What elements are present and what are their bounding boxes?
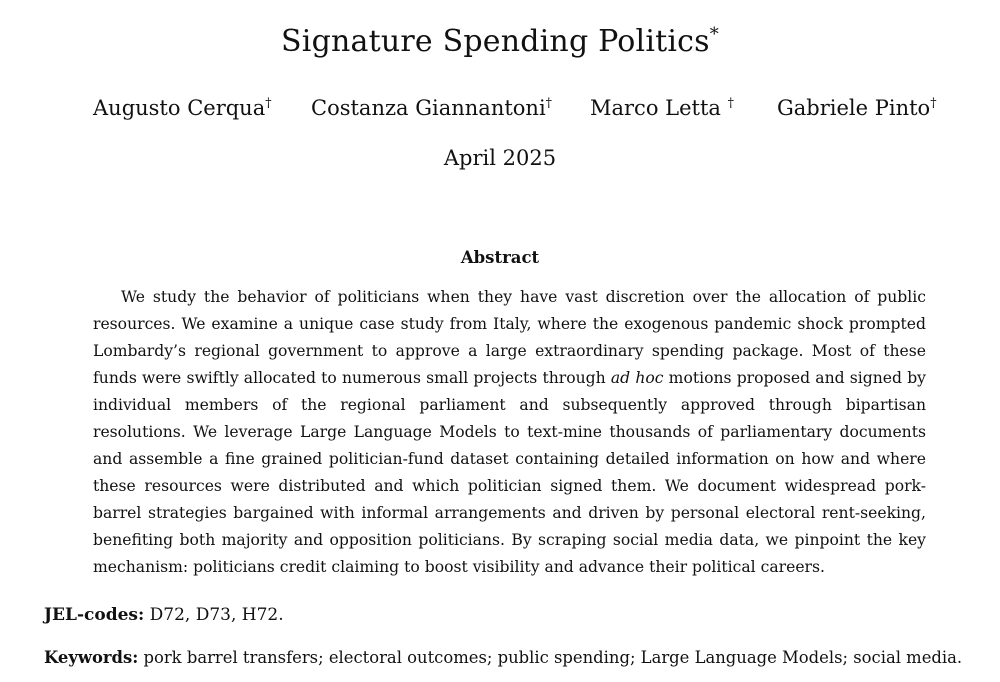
jel-label: JEL-codes:: [44, 605, 145, 625]
publication-date: April 2025: [443, 146, 557, 170]
paper-title-text: Signature Spending Politics: [281, 24, 710, 59]
keywords-value: pork barrel transfers; electoral outcomes; public spending; Large Language Models; social media.: [143, 648, 963, 667]
abstract-text-part-1: We study the behavior of politicians when they have vast discretion over the allocation of public resources. We examine a unique case study from Italy, where the exogenous pandemic shock prompted Lombardy’s regional government to approve a large extraordinary spending package. Most of these funds were swiftly allocated to numerous small projects through: [93, 288, 926, 387]
author-4-mark: †: [930, 95, 937, 110]
author-4-name: Gabriele Pinto: [777, 96, 931, 120]
author-3-name: Marco Letta: [590, 96, 721, 120]
author-2-name: Costanza Giannantoni: [311, 96, 546, 120]
abstract-italic-term: ad hoc: [610, 369, 664, 387]
author-1-name: Augusto Cerqua: [93, 96, 266, 120]
title-footnote-mark: *: [709, 24, 719, 45]
author-1: [93, 96, 272, 120]
author-4: [777, 96, 937, 120]
keywords: [44, 648, 962, 667]
abstract-heading: Abstract: [460, 248, 540, 267]
author-2-mark: †: [545, 95, 552, 110]
abstract-body: [93, 284, 926, 581]
abstract-text-part-2: motions proposed and signed by individual members of the regional parliament and subsequently approved through bipartisan resolutions. We leverage Large Language Models to text-mine thousands of parliamentary documents and assemble a fine grained politician-fund dataset containing detailed information on how and where these resources were distributed and which politician signed them. We document widespread pork-barrel strategies bargained with informal arrangements and driven by personal electoral rent-seeking, benefiting both majority and opposition politicians. By scraping social media data, we pinpoint the key mechanism: politicians credit claiming to boost visibility and advance their political careers.: [93, 369, 926, 576]
paper-title: [0, 24, 1000, 59]
author-3: [590, 96, 734, 120]
jel-codes: [44, 605, 284, 625]
keywords-label: Keywords:: [44, 648, 139, 667]
jel-value: D72, D73, H72.: [149, 605, 284, 625]
author-2: [311, 96, 552, 120]
author-3-mark: †: [727, 95, 734, 110]
author-1-mark: †: [265, 95, 272, 110]
